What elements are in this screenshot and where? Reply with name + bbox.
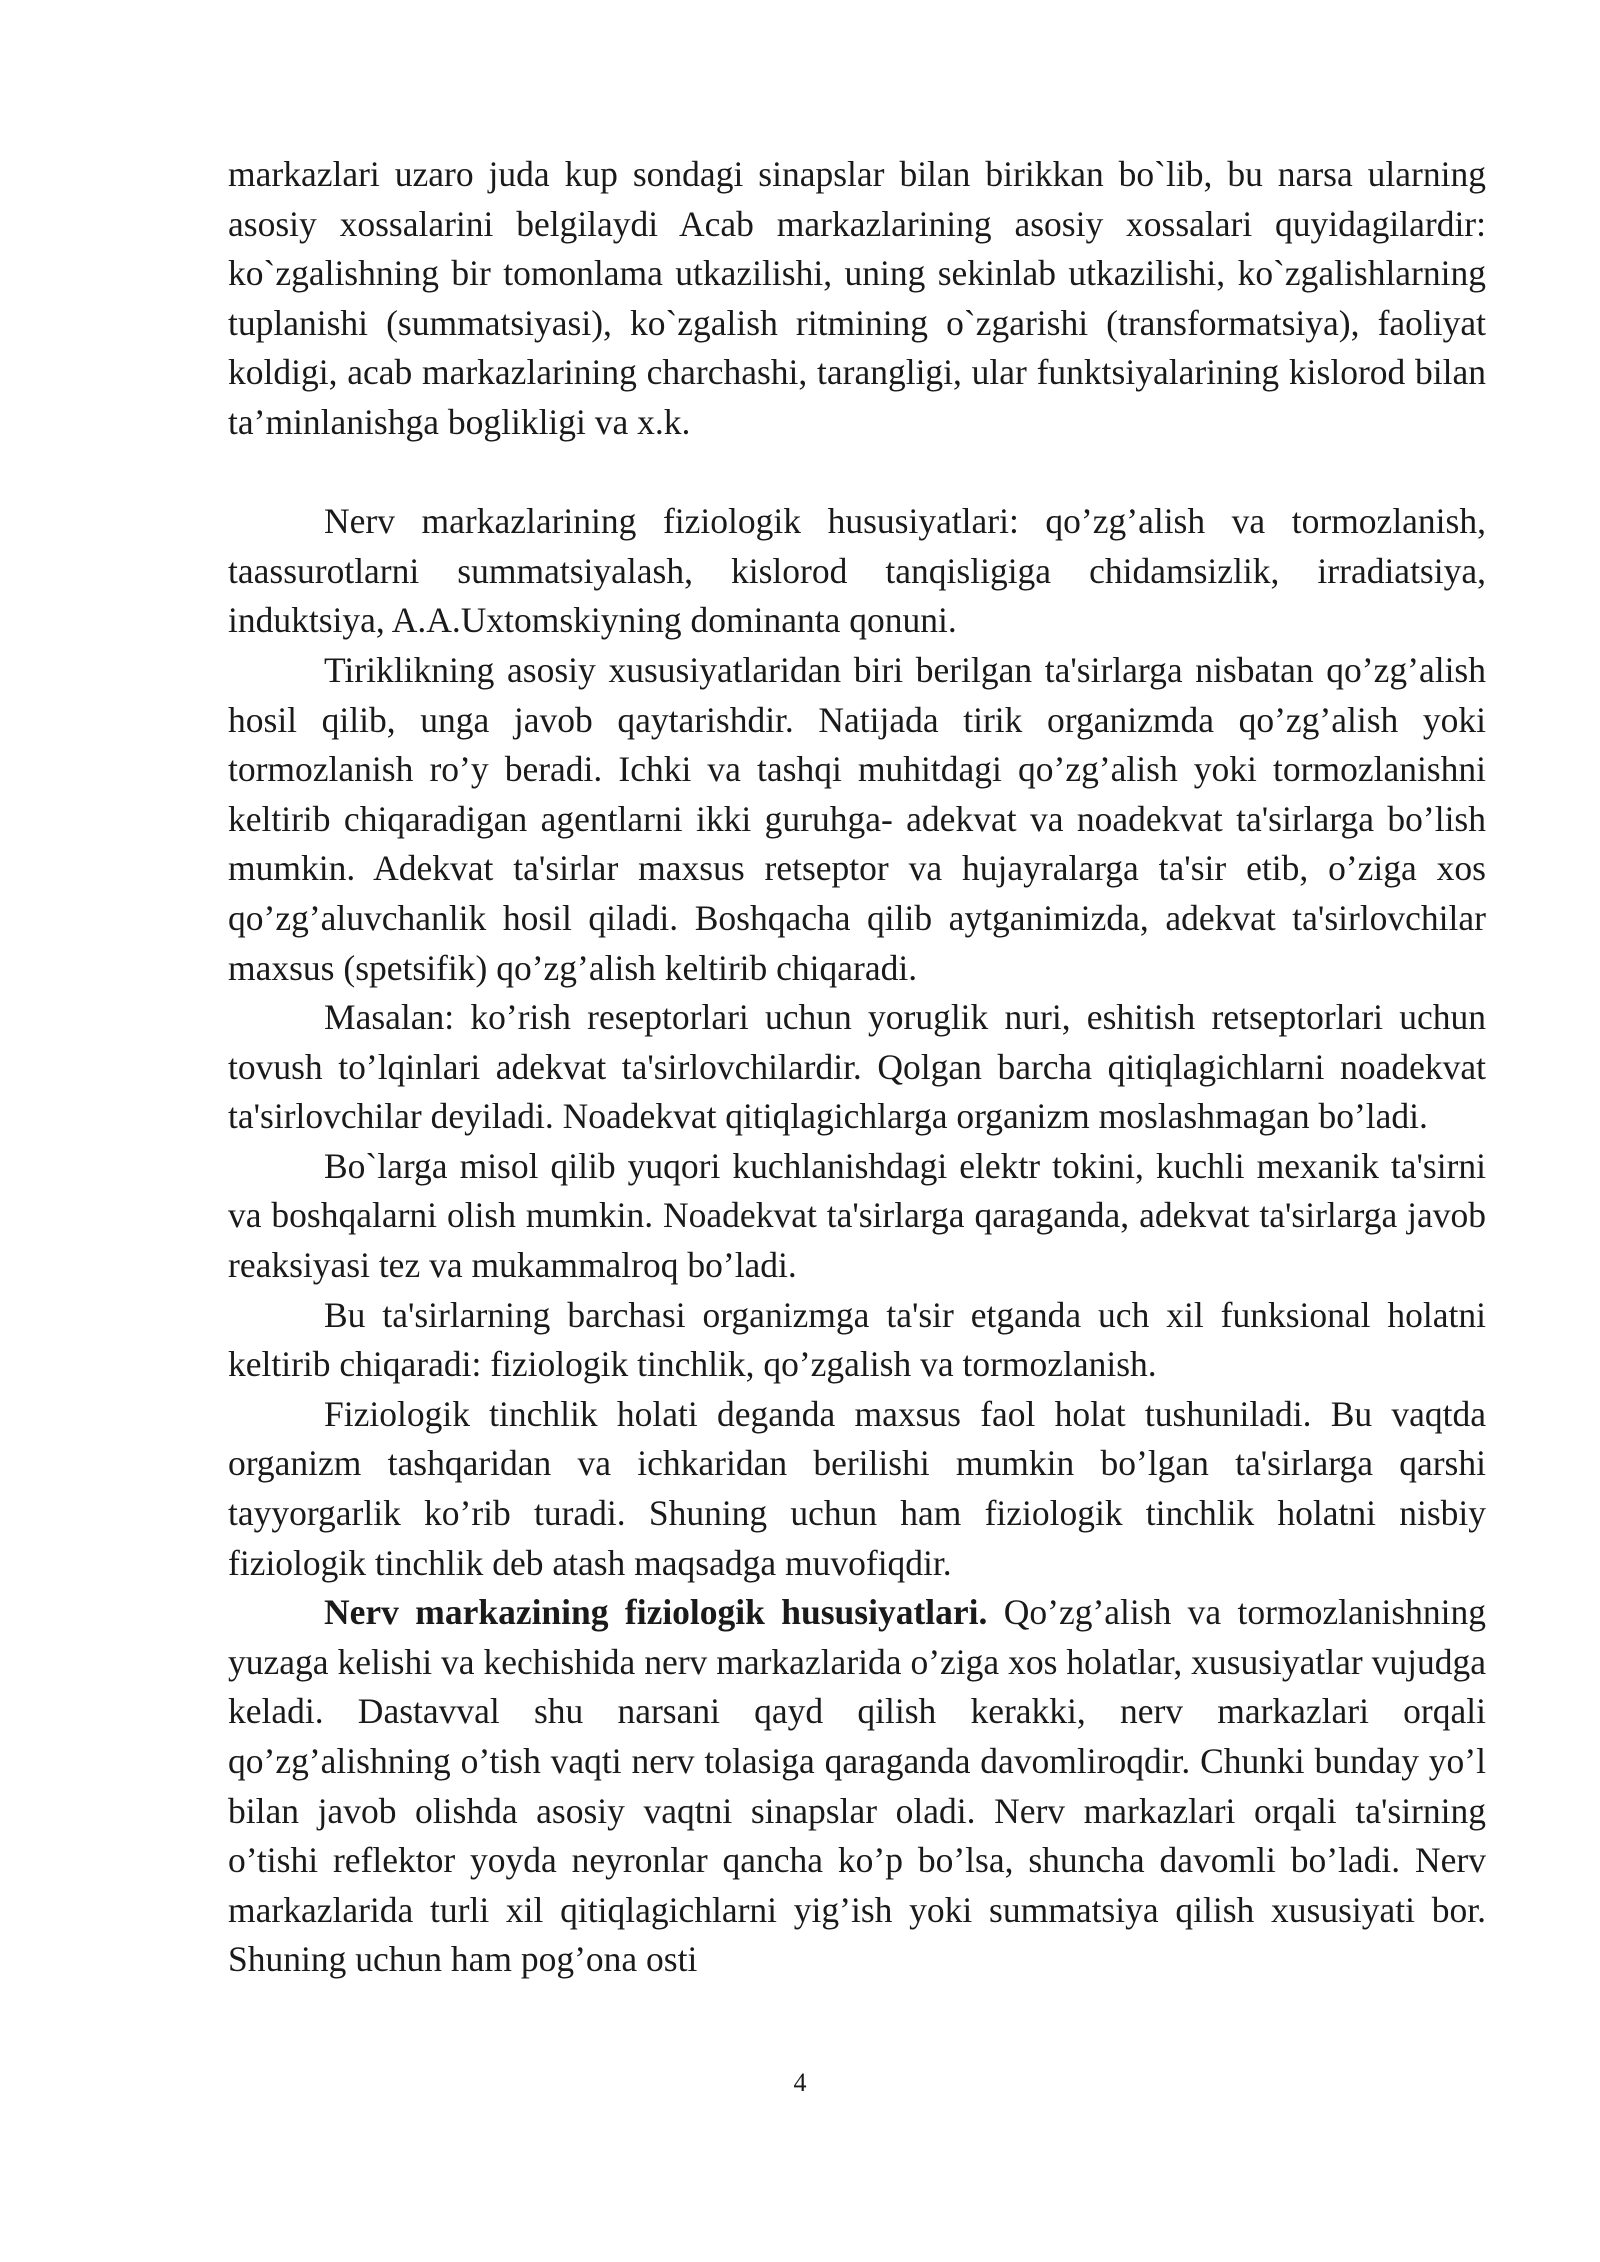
page-number: 4 — [793, 2068, 807, 2097]
paragraph-8-text: Qo’zg’alish va tormozlanishning yuzaga kelishi va kechishida nerv markazlarida o’ziga xos holatlar, xususiyatlar vujudga keladi. Dastavval shu narsani qayd qilish kerakki, nerv markazlari orqali qo’zg’alishning o’tish vaqti nerv tolasiga qaraganda davomliroqdir. Chunki bunday yo’l bilan javob olishda asosiy vaqtni sinapslar oladi. Nerv markazlari orqali ta'sirning o’tishi reflektor yoyda neyronlar qancha ko’p bo’lsa, shuncha davomli bo’ladi. Nerv markazlarida turli xil qitiqlagichlarni yig’ish yoki summatsiya qilish xususiyati bor. Shuning uchun ham pog’ona osti — [228, 1592, 1486, 1980]
paragraph-7: Fiziologik tinchlik holati deganda maxsus faol holat tushuniladi. Bu vaqtda organizm tashqaridan va ichkaridan berilishi mumkin bo’lgan ta'sirlarga qarshi tayyorgarlik ko’rib turadi. Shuning uchun ham fiziologik tinchlik holatni nisbiy fiziologik tinchlik deb atash maqsadga muvofiqdir. — [228, 1393, 1486, 1583]
paragraph-5: Bo`larga misol qilib yuqori kuchlanishdagi elektr tokini, kuchli mexanik ta'sirni va boshqalarni olish mumkin. Noadekvat ta'sirlarga qaraganda, adekvat ta'sirlarga javob reaksiyasi tez va mukammalroq bo’ladi. — [228, 1145, 1486, 1286]
body-text — [228, 150, 1486, 1985]
paragraph-8 — [228, 1588, 1486, 1985]
paragraph-1: markazlari uzaro juda kup sondagi sinapslar bilan birikkan bo`lib, bu narsa ularning asosiy xossalarini belgilaydi Acab markazlarining asosiy xossalari quyidagilardir: ko`zgalishning bir tomonlama utkazilishi, uning sekinlab utkazilishi, ko`zgalishlarning tuplanishi (summatsiyasi), ko`zgalish ritmining o`zgarishi (transformatsiya), faoliyat koldigi, acab markazlarining charchashi, tarangligi, ular funktsiyalarining kislorod bilan ta’minlanishga boglikligi va x.k. — [228, 154, 1486, 442]
section-heading-inline: Nerv markazining fiziologik hususiyatlari. — [324, 1592, 988, 1633]
paragraph-6: Bu ta'sirlarning barchasi organizmga ta'sir etganda uch xil funksional holatni keltirib chiqaradi: fiziologik tinchlik, qo’zgalish va tormozlanish. — [228, 1294, 1486, 1385]
paragraph-3: Tiriklikning asosiy xususiyatlaridan biri berilgan ta'sirlarga nisbatan qo’zg’alish hosil qilib, unga javob qaytarishdir. Natijada tirik organizmda qo’zg’alish yoki tormozlanish ro’y beradi. Ichki va tashqi muhitdagi qo’zg’alish yoki tormozlanishni keltirib chiqaradigan agentlarni ikki guruhga- adekvat va noadekvat ta'sirlarga bo’lish mumkin. Adekvat ta'sirlar maxsus retseptor va hujayralarga ta'sir etib, o’ziga xos qo’zg’aluvchanlik hosil qiladi. Boshqacha qilib aytganimizda, adekvat ta'sirlovchilar maxsus (spetsifik) qo’zg’alish keltirib chiqaradi. — [228, 649, 1486, 988]
paragraph-4: Masalan: ko’rish reseptorlari uchun yoruglik nuri, eshitish retseptorlari uchun tovush to’lqinlari adekvat ta'sirlovchilardir. Qolgan barcha qitiqlagichlarni noadekvat ta'sirlovchilar deyiladi. Noadekvat qitiqlagichlarga organizm moslashmagan bo’ladi. — [228, 997, 1486, 1137]
paragraph-2: Nerv markazlarining fiziologik hususiyatlari: qo’zg’alish va tormozlanish, taassurotlarni summatsiyalash, kislorod tanqisligiga chidamsizlik, irradiatsiya, induktsiya, A.A.Uxtomskiyning dominanta qonuni. — [228, 501, 1486, 641]
